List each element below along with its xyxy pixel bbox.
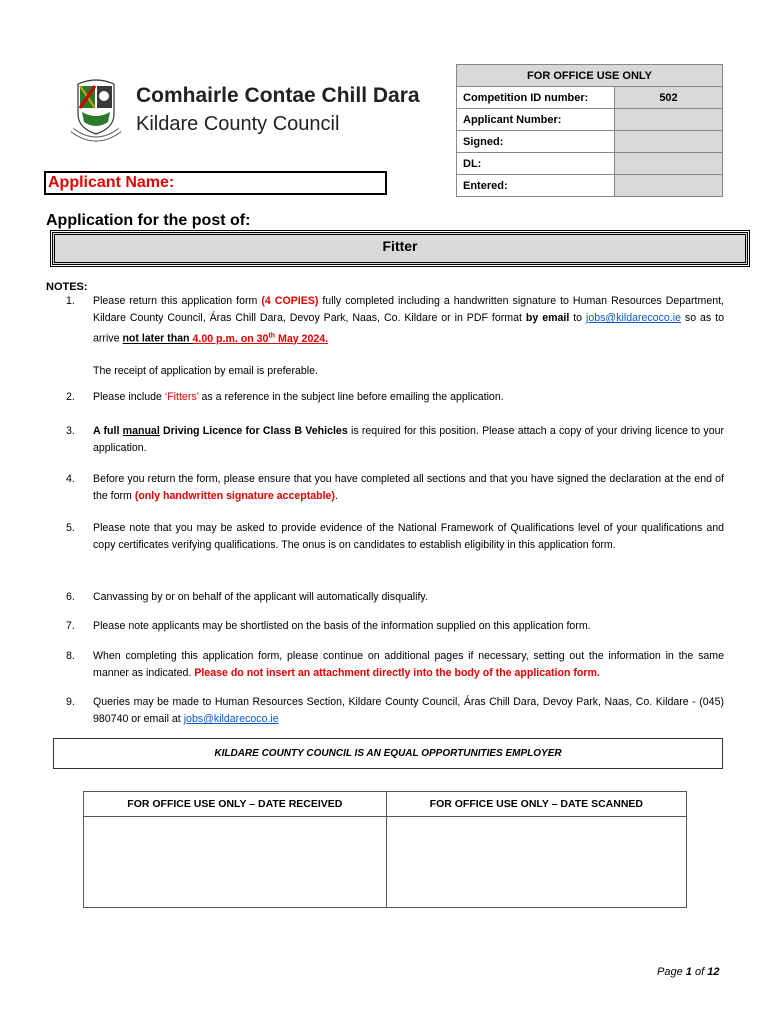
page-number: Page 1 of 12 <box>657 966 720 978</box>
signed-label: Signed: <box>457 131 615 153</box>
post-heading: Application for the post of: <box>46 212 251 229</box>
council-crest-icon <box>64 76 128 146</box>
note-9: 9. Queries may be made to Human Resources Section, Kildare County Council, Áras Chill Dara, Devoy Park, Naas, Co. Kildare - (045) 980740 or email at jobs@kildarecoco.ie <box>66 696 724 725</box>
deadline: 4.00 p.m. on 30th May 2024. <box>192 332 329 345</box>
note-text: Please return this application form (4 COPIES) fully completed including a handwritten signature to Human Resources Department, Kildare County Council, Áras Chill Dara, Devoy Park, Naas, Co. Kildare or in PDF format by email to jobs@kildarecoco.ie so as to arrive not later than 4.00 p.m. on 30th May 2024. <box>93 295 724 345</box>
table-row <box>457 153 723 175</box>
table-row <box>457 175 723 197</box>
email-link[interactable]: jobs@kildarecoco.ie <box>586 312 681 324</box>
applicant-name-field[interactable] <box>44 171 387 195</box>
note-4: 4. Before you return the form, please ensure that you have completed all sections and that you have signed the declaration at the end of the form (only handwritten signature acceptable). <box>66 473 724 502</box>
note-6: 6. Canvassing by or on behalf of the applicant will automatically disqualify. <box>66 591 428 603</box>
date-scanned-field[interactable] <box>386 817 686 908</box>
date-received-field[interactable] <box>84 817 387 908</box>
note-number: 1. <box>66 295 75 307</box>
note-3: 3. A full manual Driving Licence for Class B Vehicles is required for this position. Please attach a copy of your driving licence to your application. <box>66 425 725 454</box>
entered-field[interactable] <box>615 175 723 197</box>
table-row <box>457 87 723 109</box>
note-7: 7. Please note applicants may be shortlisted on the basis of the information supplied on this application form. <box>66 620 591 632</box>
competition-id-value: 502 <box>615 87 723 109</box>
dl-field[interactable] <box>615 153 723 175</box>
post-title: Fitter <box>382 238 418 254</box>
note-2: 2. Please include ‘Fitters’ as a reference in the subject line before emailing the application. <box>66 391 504 403</box>
council-name-irish: Comhairle Contae Chill Dara <box>136 84 420 107</box>
date-stamp-table <box>83 791 687 908</box>
note-5: 5. Please note that you may be asked to provide evidence of the National Framework of Qualifications level of your qualifications and copy certificates verifying qualifications. The onus is on candidates to establish eligibility in this application form. <box>66 522 724 551</box>
copies-emphasis: (4 COPIES) <box>261 295 319 307</box>
signed-field[interactable] <box>615 131 723 153</box>
office-use-table <box>456 64 723 197</box>
email-link[interactable]: jobs@kildarecoco.ie <box>183 713 279 725</box>
table-row <box>457 131 723 153</box>
date-received-header: FOR OFFICE USE ONLY – DATE RECEIVED <box>84 792 387 817</box>
email-preferred-text: The receipt of application by email is preferable. <box>93 364 318 377</box>
competition-id-label: Competition ID number: <box>457 87 615 109</box>
office-use-title: FOR OFFICE USE ONLY <box>457 65 723 87</box>
note-1 <box>66 293 724 380</box>
entered-label: Entered: <box>457 175 615 197</box>
table-row <box>457 109 723 131</box>
council-name-english: Kildare County Council <box>136 113 340 135</box>
reference-text: ‘Fitters’ <box>164 391 199 403</box>
equal-opportunities-banner: KILDARE COUNTY COUNCIL IS AN EQUAL OPPORTUNITIES EMPLOYER <box>53 738 723 769</box>
date-scanned-header: FOR OFFICE USE ONLY – DATE SCANNED <box>386 792 686 817</box>
dl-label: DL: <box>457 153 615 175</box>
notes-label: NOTES: <box>46 281 88 293</box>
applicant-number-field[interactable] <box>615 109 723 131</box>
note-8: 8. When completing this application form, please continue on additional pages if necessary, setting out the information in the same manner as indicated. Please do not insert an attachment directly into the body of the application form. <box>66 650 724 679</box>
applicant-name-label: Applicant Name: <box>48 174 175 191</box>
applicant-number-label: Applicant Number: <box>457 109 615 131</box>
